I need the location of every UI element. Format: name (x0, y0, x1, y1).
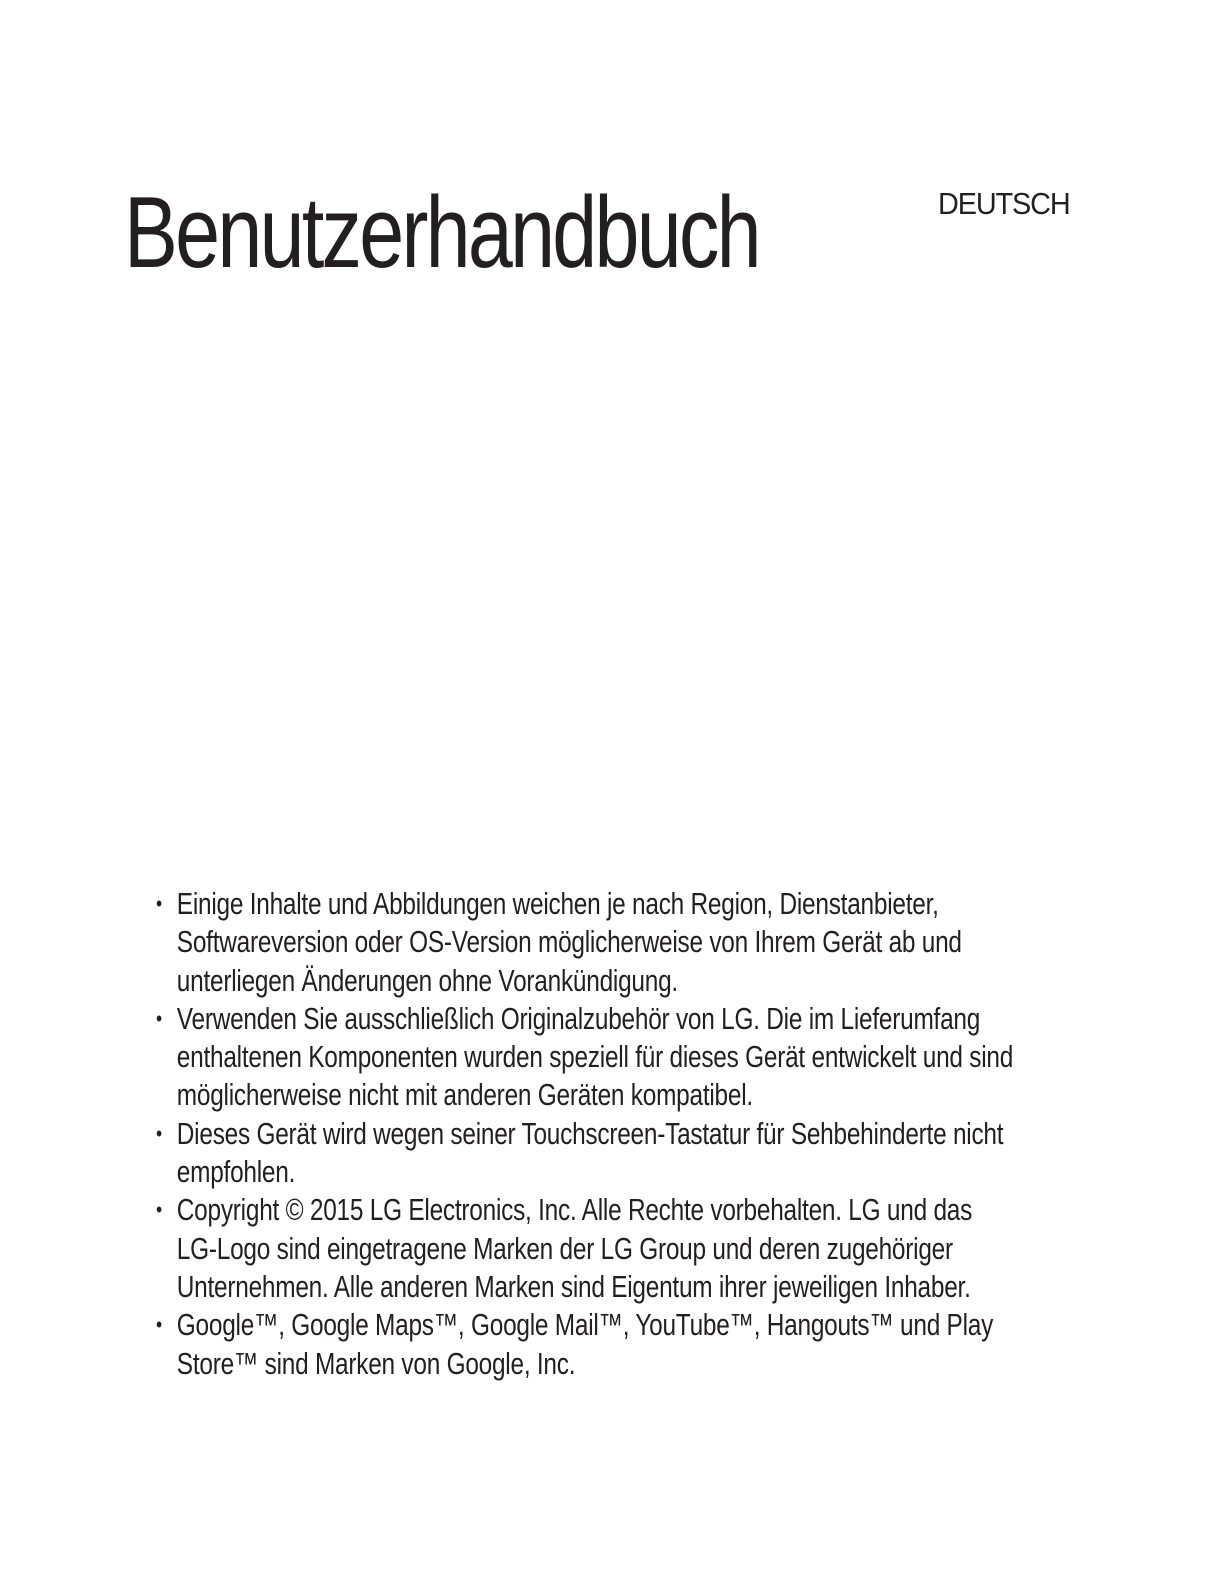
note-line: enthaltenen Komponenten wurden speziell für dieses Gerät entwickelt und sind (176, 1040, 1014, 1075)
note-line: unterliegen Änderungen ohne Vorankündigung. (176, 963, 678, 998)
list-item (156, 1191, 1036, 1306)
note-line: Store™ sind Marken von Google, Inc. (176, 1346, 576, 1381)
note-line: • Copyright © 2015 LG Electronics, Inc. Alle Rechte vorbehalten. LG und das (176, 1193, 973, 1228)
list-item (156, 1115, 1036, 1192)
note-line: LG-Logo sind eingetragene Marken der LG Group und deren zugehöriger (176, 1231, 953, 1266)
list-item (156, 1000, 1036, 1115)
note-line: empfohlen. (176, 1155, 296, 1190)
list-item (156, 1306, 1036, 1383)
note-line: • Google™, Google Maps™, Google Mail™, YouTube™, Hangouts™ und Play (176, 1308, 994, 1343)
note-line: • Einige Inhalte und Abbildungen weichen je nach Region, Dienstanbieter, (176, 887, 939, 921)
page-title: Benutzerhandbuch (124, 177, 759, 289)
note-line: • Dieses Gerät wird wegen seiner Touchscreen-Tastatur für Sehbehinderte nicht (176, 1116, 1004, 1151)
note-line: möglicherweise nicht mit anderen Geräten kompatibel. (176, 1078, 753, 1113)
notes-list (156, 885, 1036, 1383)
note-line: Unternehmen. Alle anderen Marken sind Eigentum ihrer jeweiligen Inhaber. (176, 1269, 971, 1304)
list-item (156, 885, 1036, 1000)
note-line: • Verwenden Sie ausschließlich Originalzubehör von LG. Die im Lieferumfang (176, 1001, 981, 1036)
language-label: DEUTSCH (938, 186, 1070, 221)
note-line: Softwareversion oder OS-Version möglicherweise von Ihrem Gerät ab und (176, 925, 962, 960)
